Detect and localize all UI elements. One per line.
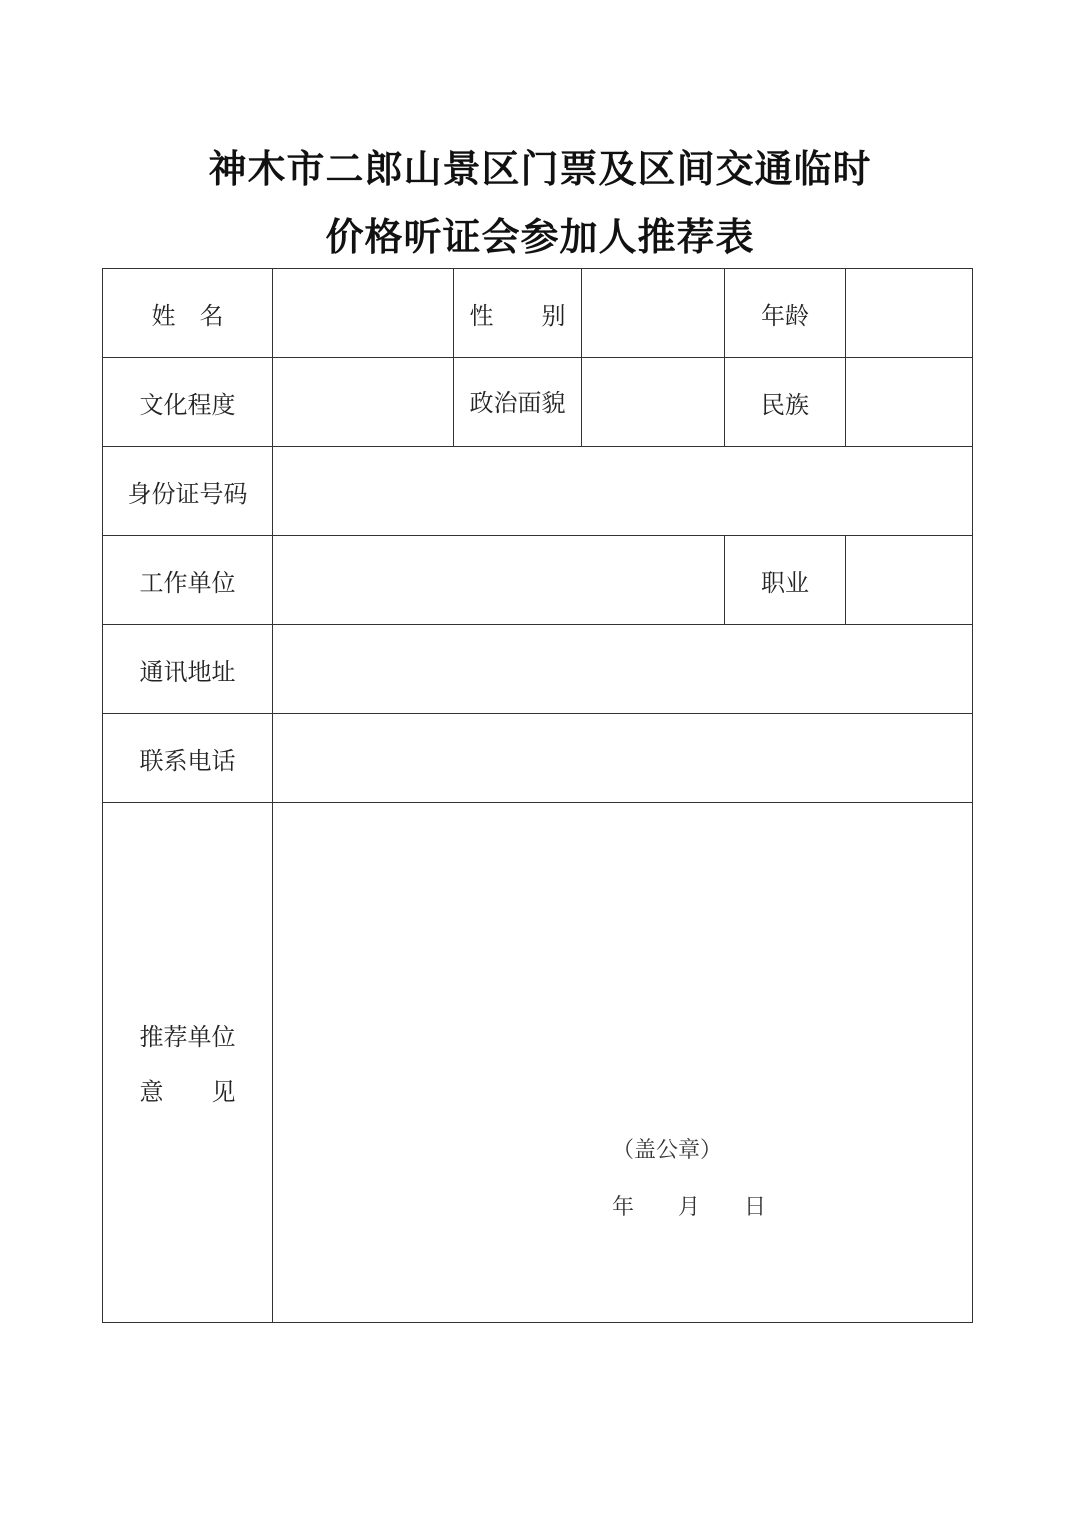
id-number-label: 身份证号码 bbox=[127, 479, 248, 508]
official-seal-note: （盖公章） bbox=[612, 1138, 723, 1163]
political-status-field[interactable] bbox=[581, 357, 725, 447]
workplace-label: 工作单位 bbox=[139, 568, 236, 597]
date-line: 年 月 日 bbox=[612, 1195, 767, 1220]
occupation-label: 职业 bbox=[761, 568, 809, 597]
age-label: 年龄 bbox=[761, 301, 809, 330]
recommendation-form-table bbox=[102, 268, 973, 1322]
address-field[interactable] bbox=[272, 624, 973, 714]
opinion-label-line-1: 推荐单位 bbox=[139, 1022, 236, 1051]
gender-field[interactable] bbox=[581, 268, 725, 358]
phone-field[interactable] bbox=[272, 713, 973, 803]
age-field[interactable] bbox=[845, 268, 973, 358]
education-field[interactable] bbox=[272, 357, 454, 447]
workplace-field[interactable] bbox=[272, 535, 725, 625]
id-number-field[interactable] bbox=[272, 446, 973, 536]
opinion-field[interactable] bbox=[272, 802, 973, 1323]
education-label: 文化程度 bbox=[139, 390, 236, 419]
opinion-label-line-2: 意 见 bbox=[139, 1077, 236, 1106]
occupation-field[interactable] bbox=[845, 535, 973, 625]
political-status-label: 政治面貌 bbox=[469, 388, 566, 417]
name-field[interactable] bbox=[272, 268, 454, 358]
gender-label: 性 别 bbox=[469, 301, 566, 330]
ethnicity-field[interactable] bbox=[845, 357, 973, 447]
address-label: 通讯地址 bbox=[139, 657, 236, 686]
opinion-label-cell bbox=[102, 802, 273, 1323]
form-title-line-1: 神木市二郎山景区门票及区间交通临时 bbox=[208, 146, 872, 191]
phone-label: 联系电话 bbox=[139, 746, 236, 775]
ethnicity-label: 民族 bbox=[761, 390, 809, 419]
form-title-line-2: 价格听证会参加人推荐表 bbox=[325, 214, 755, 259]
name-label: 姓 名 bbox=[151, 301, 224, 330]
